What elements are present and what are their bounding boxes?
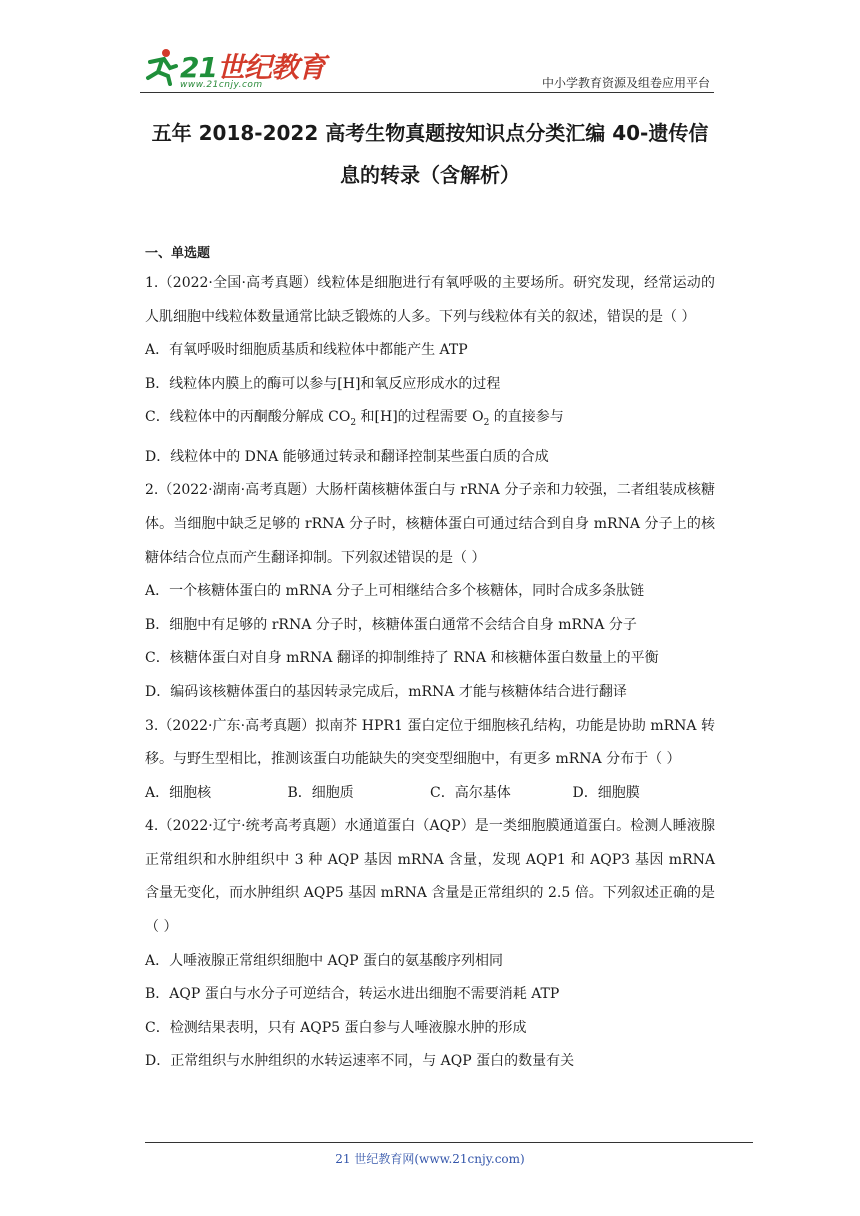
option-d: D．细胞膜 <box>572 784 640 801</box>
options-row <box>145 777 715 811</box>
question-stem: 2.（2022·湖南·高考真题）大肠杆菌核糖体蛋白与 rRNA 分子亲和力较强，二者组装成核糖体。当细胞中缺乏足够的 rRNA 分子时，核糖体蛋白可通过结合到自身 mRNA 分子上的核糖体结合位点而产生翻译抑制。下列叙述错误的是（ ） <box>145 482 715 566</box>
option-a: A．细胞核 <box>145 784 212 801</box>
option-a: A．人唾液腺正常组织细胞中 AQP 蛋白的氨基酸序列相同 <box>145 952 504 969</box>
title-line-2: 息的转录（含解析） <box>340 163 520 187</box>
question-4 <box>145 810 715 1079</box>
option-d: D．线粒体中的 DNA 能够通过转录和翻译控制某些蛋白质的合成 <box>145 448 549 465</box>
page-header <box>0 0 860 96</box>
header-divider <box>140 92 714 93</box>
question-2 <box>145 474 715 709</box>
question-stem: 4.（2022·辽宁·统考高考真题）水通道蛋白（AQP）是一类细胞膜通道蛋白。检测人睡液腺正常组织和水肿组织中 3 种 AQP 基因 mRNA 含量，发现 AQP1 和 AQP3 基因 mRNA 含量无变化，而水肿组织 AQP5 基因 mRNA 含量是正常组织的 2.5 倍。下列叙述正确的是（ ） <box>145 818 715 936</box>
question-list <box>145 242 715 1079</box>
option-d: D．正常组织与水肿组织的水转运速率不同，与 AQP 蛋白的数量有关 <box>145 1053 575 1070</box>
footer-divider <box>145 1142 753 1143</box>
question-stem: 3.（2022·广东·高考真题）拟南芥 HPR1 蛋白定位于细胞核孔结构，功能是协助 mRNA 转移。与野生型相比，推测该蛋白功能缺失的突变型细胞中，有更多 mRNA 分布于（ ） <box>145 717 715 768</box>
option-a: A．有氧呼吸时细胞质基质和线粒体中都能产生 ATP <box>145 342 468 359</box>
site-logo[interactable] <box>140 40 330 96</box>
option-c: C．检测结果表明，只有 AQP5 蛋白参与人唾液腺水肿的形成 <box>145 1019 527 1036</box>
logo-wordmark: 21世纪教育 <box>180 51 325 84</box>
option-b: B．细胞中有足够的 rRNA 分子时，核糖体蛋白通常不会结合自身 mRNA 分子 <box>145 616 637 633</box>
option-b: B．AQP 蛋白与水分子可逆结合，转运水进出细胞不需要消耗 ATP <box>145 986 560 1003</box>
question-3 <box>145 710 715 811</box>
question-stem: 1.（2022·全国·高考真题）线粒体是细胞进行有氧呼吸的主要场所。研究发现，经常运动的人肌细胞中线粒体数量通常比缺乏锻炼的人多。下列与线粒体有关的叙述，错误的是（ ） <box>145 275 715 325</box>
option-d: D．编码该核糖体蛋白的基因转录完成后，mRNA 才能与核糖体结合进行翻译 <box>145 683 627 700</box>
title-line-1: 五年 2018-2022 高考生物真题按知识点分类汇编 40-遗传信 <box>151 121 709 145</box>
runner-icon <box>140 46 180 86</box>
option-a: A．一个核糖体蛋白的 mRNA 分子上可相继结合多个核糖体，同时合成多条肽链 <box>145 583 645 600</box>
logo-url: www.21cnjy.com <box>180 80 263 90</box>
option-c: C．线粒体中的丙酮酸分解成 $CO_2$ 和[H]的过程需要 $O_2$ 的直接参与 <box>145 409 564 429</box>
section-heading: 一、单选题 <box>145 246 211 261</box>
question-1 <box>145 267 715 474</box>
option-c: C．核糖体蛋白对自身 mRNA 翻译的抑制维持了 RNA 和核糖体蛋白数量上的平衡 <box>145 650 659 667</box>
document-title <box>120 112 740 196</box>
page-footer[interactable]: 21 世纪教育网(www.21cnjy.com) <box>335 1152 525 1166</box>
header-platform-text: 中小学教育资源及组卷应用平台 <box>541 76 710 90</box>
option-c: C．高尔基体 <box>430 784 511 801</box>
option-b: B．线粒体内膜上的酶可以参与[H]和氧反应形成水的过程 <box>145 375 501 392</box>
option-b: B．细胞质 <box>287 784 354 801</box>
